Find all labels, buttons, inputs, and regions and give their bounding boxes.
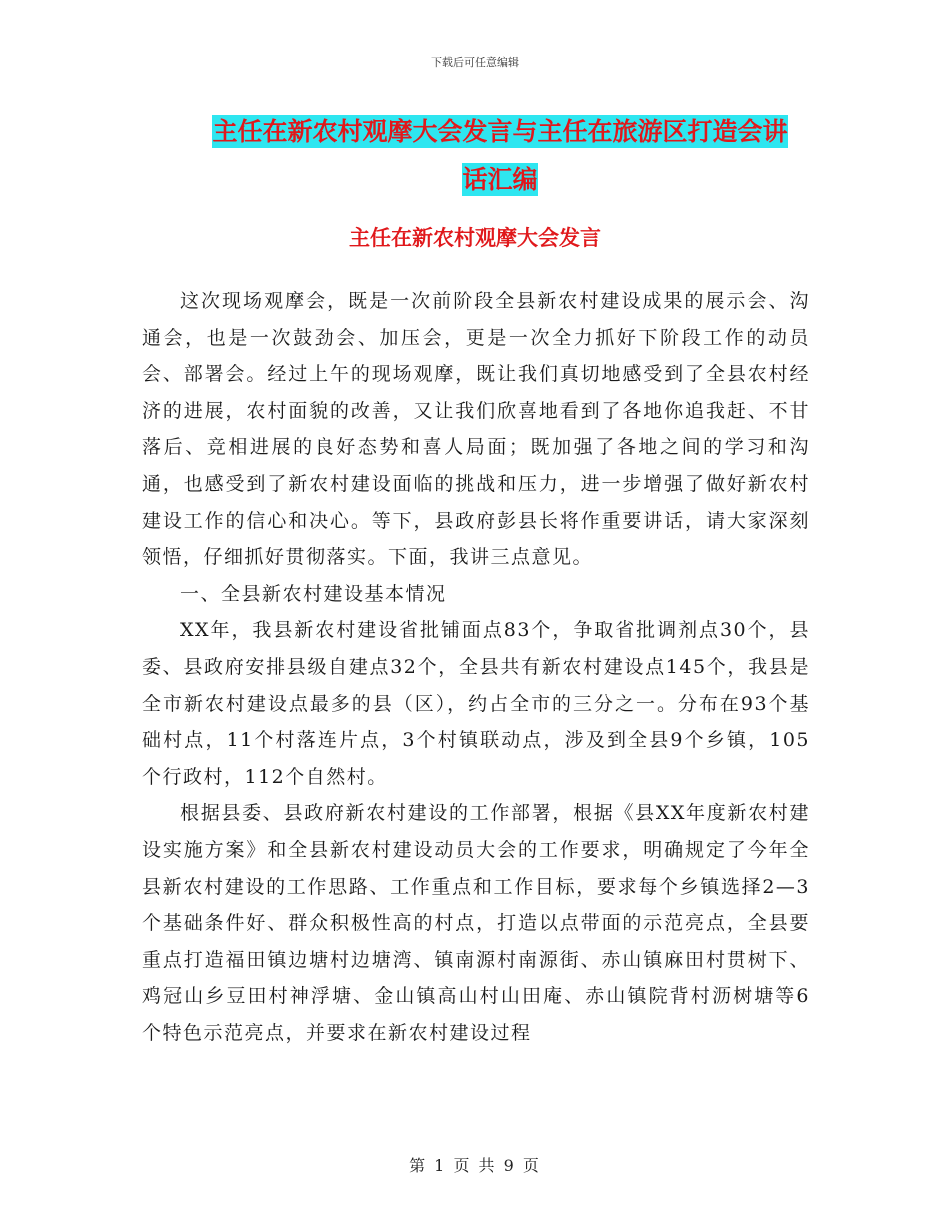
document-title-line-2: 话汇编 bbox=[462, 165, 538, 194]
page-footer: 第 1 页 共 9 页 bbox=[409, 1156, 541, 1175]
paragraph-deployment: 根据县委、县政府新农村建设的工作部署，根据《县XX年度新农村建设实施方案》和全县新农村建设动员大会的工作要求，明确规定了今年全县新农村建设的工作思路、工作重点和工作目标，要求每个乡镇选择2—3个基础条件好、群众积极性高的村点，打造以点带面的示范亮点，全县要重点打造福田镇边塘村边塘湾、镇南源村南源街、赤山镇麻田村贯树下、鸡冠山乡豆田村神浮塘、金山镇高山村山田庵、赤山镇院背村沥树塘等6个特色示范亮点，并要求在新农村建设过程 bbox=[142, 802, 810, 1044]
body-text bbox=[142, 283, 810, 1051]
section-title: 主任在新农村观摩大会发言 bbox=[349, 226, 601, 250]
paragraph-statistics: XX年，我县新农村建设省批铺面点83个，争取省批调剂点30个，县委、县政府安排县级自建点32个，全县共有新农村建设点145个，我县是全市新农村建设点最多的县（区），约占全市的三分之一。分布在93个基础村点，11个村落连片点，3个村镇联动点，涉及到全县9个乡镇，105个行政村，112个自然村。 bbox=[142, 619, 810, 788]
paragraph-heading-1: 一、全县新农村建设基本情况 bbox=[180, 582, 447, 605]
document-title-line-1: 主任在新农村观摩大会发言与主任在旅游区打造会讲 bbox=[212, 117, 788, 146]
paragraph-intro: 这次现场观摩会，既是一次前阶段全县新农村建设成果的展示会、沟通会，也是一次鼓劲会、加压会，更是一次全力抓好下阶段工作的动员会、部署会。经过上午的现场观摩，既让我们真切地感受到了全县农村经济的进展，农村面貌的改善，又让我们欣喜地看到了各地你追我赶、不甘落后、竞相进展的良好态势和喜人局面；既加强了各地之间的学习和沟通，也感受到了新农村建设面临的挑战和压力，进一步增强了做好新农村建设工作的信心和决心。等下，县政府彭县长将作重要讲话，请大家深刻领悟，仔细抓好贯彻落实。下面，我讲三点意见。 bbox=[142, 290, 810, 569]
document-title bbox=[150, 108, 850, 204]
header-note: 下载后可任意编辑 bbox=[431, 56, 519, 69]
